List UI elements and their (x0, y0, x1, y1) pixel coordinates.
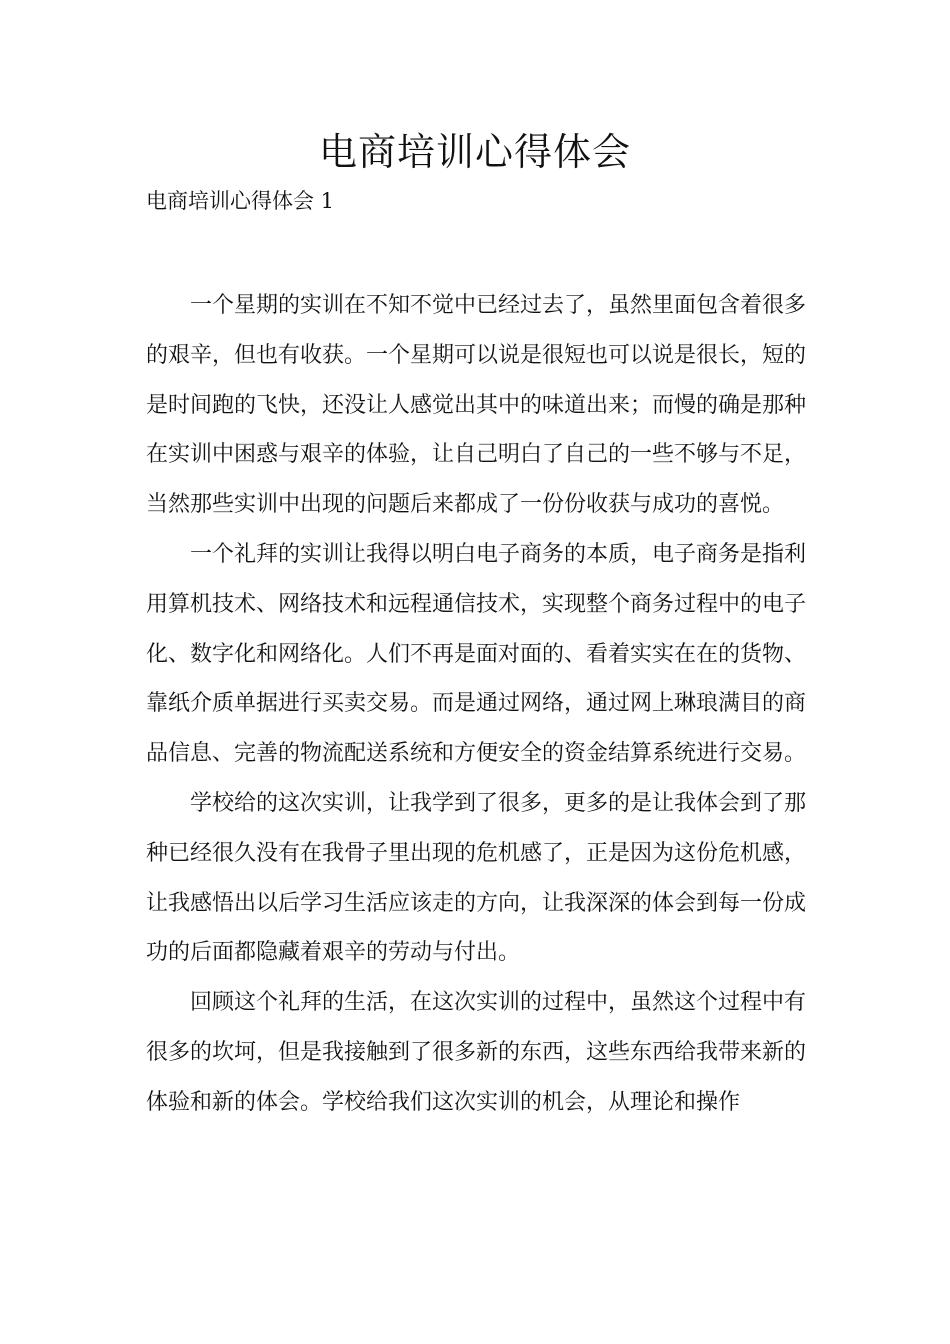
paragraph-3: 学校给的这次实训，让我学到了很多，更多的是让我体会到了那种已经很久没有在我骨子里出现的危机感了，正是因为这份危机感，让我感悟出以后学习生活应该走的方向，让我深深的体会到每一份成功的后面都隐藏着艰辛的劳动与付出。 (146, 790, 807, 966)
paragraph-2: 一个礼拜的实训让我得以明白电子商务的本质，电子商务是指利用算机技术、网络技术和远程通信技术，实现整个商务过程中的电子化、数字化和网络化。人们不再是面对面的、看着实实在在的货物、靠纸介质单据进行买卖交易。而是通过网络，通过网上琳琅满目的商品信息、完善的物流配送系统和方便安全的资金结算系统进行交易。 (146, 541, 807, 767)
document-title: 电商培训心得体会 (318, 130, 631, 174)
document-body (146, 281, 806, 1128)
paragraph-1: 一个星期的实训在不知不觉中已经过去了，虽然里面包含着很多的艰辛，但也有收获。一个星期可以说是很短也可以说是很长，短的是时间跑的飞快，还没让人感觉出其中的味道出来；而慢的确是那种在实训中困惑与艰辛的体验，让自己明白了自己的一些不够与不足，当然那些实训中出现的问题后来都成了一份份收获与成功的喜悦。 (146, 293, 807, 518)
document-subtitle: 电商培训心得体会 1 (146, 189, 335, 213)
paragraph-4: 回顾这个礼拜的生活，在这次实训的过程中，虽然这个过程中有很多的坎坷，但是我接触到了很多新的东西，这些东西给我带来新的体验和新的体会。学校给我们这次实训的机会，从理论和操作 (146, 990, 807, 1115)
